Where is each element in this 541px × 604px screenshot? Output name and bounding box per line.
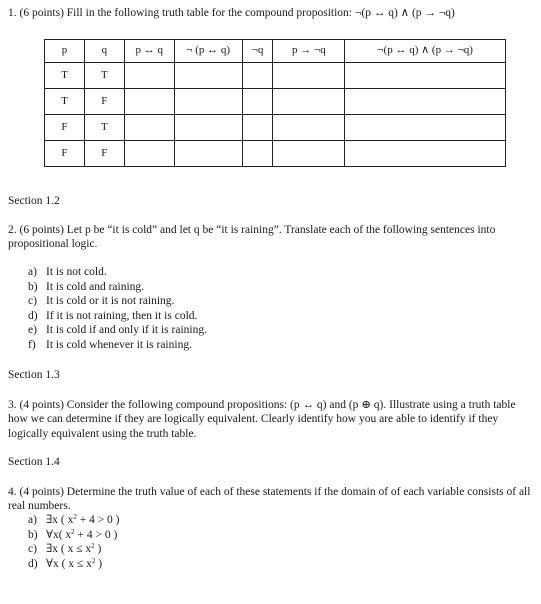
list-item (28, 542, 120, 557)
item-label: c) (28, 295, 37, 307)
item-formula: ∀x ( $x \le x^2$ ) (46, 556, 103, 570)
item-label: b) (28, 280, 38, 293)
item-text: It is cold if and only if it is raining. (46, 324, 207, 336)
header-p: p (45, 40, 85, 63)
list-item (28, 265, 207, 280)
cell-q: T (84, 63, 124, 89)
list-item (28, 294, 207, 309)
item-label: f) (28, 338, 36, 351)
blank-cell[interactable] (174, 63, 242, 89)
item-label: d) (28, 557, 38, 570)
blank-cell[interactable] (345, 63, 506, 89)
blank-cell[interactable] (242, 63, 273, 89)
list-item (28, 280, 207, 295)
table-row (45, 141, 506, 167)
item-label: a) (28, 266, 37, 278)
table-row (45, 63, 506, 89)
blank-cell[interactable] (242, 115, 273, 141)
blank-cell[interactable] (242, 89, 273, 115)
item-text: It is cold and raining. (46, 280, 145, 293)
cell-p: T (45, 89, 85, 115)
cell-p: T (45, 63, 85, 89)
item-label: c) (28, 543, 37, 555)
blank-cell[interactable] (124, 63, 174, 89)
item-label: a) (28, 514, 37, 526)
item-text: It is cold whenever it is raining. (46, 338, 192, 351)
blank-cell[interactable] (124, 115, 174, 141)
blank-cell[interactable] (124, 141, 174, 167)
truth-table (44, 39, 506, 167)
item-label: b) (28, 528, 38, 541)
cell-p: F (45, 141, 85, 167)
item-text: If it is not raining, then it is cold. (46, 309, 198, 322)
item-formula: ∀x( $x^2 + 4 > 0$ ) (46, 527, 118, 541)
header-not-q: ¬q (242, 40, 273, 63)
item-formula: ∃x ( $x \le x^2$ ) (46, 542, 102, 555)
question-4-prompt: 4. (4 points) Determine the truth value of each of these statements if the domain of of each variable consists of all real numbers. (8, 486, 531, 513)
cell-q: F (84, 89, 124, 115)
table-row (45, 115, 506, 141)
cell-q: F (84, 141, 124, 167)
header-q: q (84, 40, 124, 63)
table-row (45, 89, 506, 115)
blank-cell[interactable] (273, 141, 345, 167)
header-p-implies-not-q: p → ¬q (273, 40, 345, 63)
question-1-prompt: 1. (6 points) Fill in the following truth table for the compound proposition: ¬(p ↔ q) ∧ (p → ¬q) (8, 7, 455, 19)
item-label: e) (28, 324, 37, 336)
header-p-iff-q: p ↔ q (124, 40, 174, 63)
list-item (28, 323, 207, 338)
item-text: It is not cold. (46, 266, 107, 278)
blank-cell[interactable] (124, 89, 174, 115)
blank-cell[interactable] (345, 141, 506, 167)
item-label: d) (28, 309, 38, 322)
blank-cell[interactable] (174, 141, 242, 167)
header-not-p-iff-q: ¬ (p ↔ q) (174, 40, 242, 63)
blank-cell[interactable] (345, 115, 506, 141)
list-item (28, 309, 207, 324)
question-3-prompt: 3. (4 points) Consider the following compound propositions: (p ↔ q) and (p ⊕ q). Illustrate using a truth table how we can determine if they are logically equivalent. Clearly identify how you are able to identify if they logically equivalent using the truth table. (8, 399, 516, 440)
cell-q: T (84, 115, 124, 141)
blank-cell[interactable] (273, 63, 345, 89)
list-item (28, 557, 120, 572)
item-text: It is cold or it is not raining. (46, 295, 175, 307)
list-item (28, 338, 207, 353)
cell-p: F (45, 115, 85, 141)
item-formula: ∃x ( $x^2 + 4 > 0$ ) (46, 513, 120, 526)
header-compound: ¬(p ↔ q) ∧ (p → ¬q) (345, 40, 506, 63)
blank-cell[interactable] (242, 141, 273, 167)
section-heading-1-3: Section 1.3 (8, 369, 60, 381)
question-4-list (28, 513, 120, 571)
list-item (28, 528, 120, 543)
section-heading-1-4: Section 1.4 (8, 456, 60, 468)
blank-cell[interactable] (273, 89, 345, 115)
blank-cell[interactable] (174, 89, 242, 115)
section-heading-1-2: Section 1.2 (8, 195, 60, 207)
list-item (28, 513, 120, 528)
question-2-prompt: 2. (6 points) Let p be “it is cold” and let q be “it is raining”. Translate each of the following sentences into propositional logic. (8, 224, 496, 251)
blank-cell[interactable] (273, 115, 345, 141)
blank-cell[interactable] (174, 115, 242, 141)
question-2-list (28, 265, 207, 352)
blank-cell[interactable] (345, 89, 506, 115)
truth-table-header-row (45, 40, 506, 63)
